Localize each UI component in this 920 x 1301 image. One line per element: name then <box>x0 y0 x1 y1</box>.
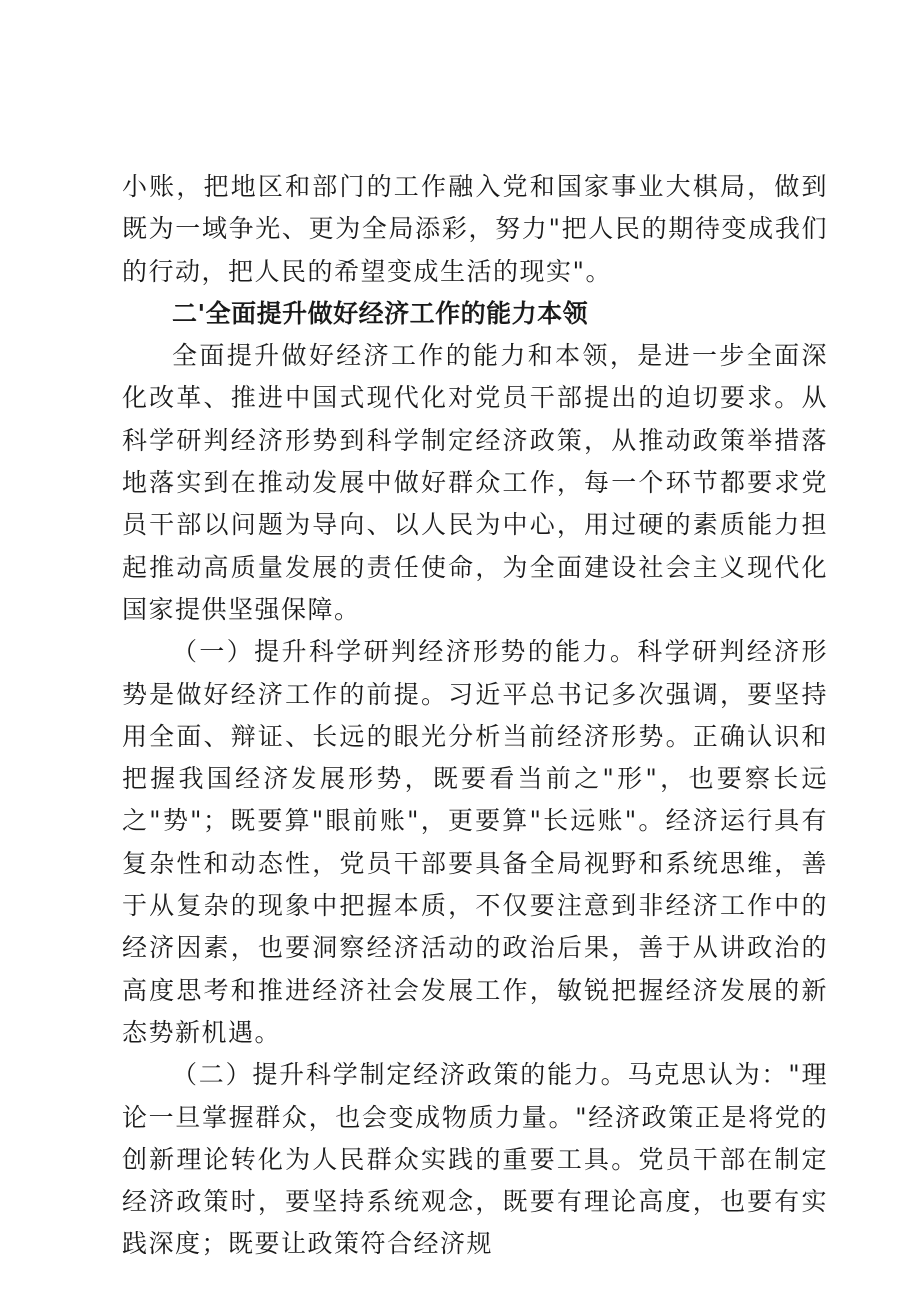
paragraph-point-two: （二）提升科学制定经济政策的能力。马克思认为："理论一旦掌握群众，也会变成物质力量。"经济政策正是将党的创新理论转化为人民群众实践的重要工具。党员干部在制定经济政策时，要坚持系统观念，既要有理论高度，也要有实践深度；既要让政策符合经济规 <box>122 1060 828 1259</box>
paragraph-continuation: 小账，把地区和部门的工作融入党和国家事业大棋局，做到既为一域争光、更为全局添彩，努力"把人民的期待变成我们的行动，把人民的希望变成生活的现实"。 <box>122 172 828 286</box>
paragraph-intro: 全面提升做好经济工作的能力和本领，是进一步全面深化改革、推进中国式现代化对党员干部提出的迫切要求。从科学研判经济形势到科学制定经济政策，从推动政策举措落地落实到在推动发展中做好群众工作，每一个环节都要求党员干部以问题为导向、以人民为中心，用过硬的素质能力担起推动高质量发展的责任使命，为全面建设社会主义现代化国家提供坚强保障。 <box>122 341 828 624</box>
document-body <box>122 166 828 1266</box>
section-heading: 二'全面提升做好经济工作的能力本领 <box>172 298 589 328</box>
paragraph-point-one: （一）提升科学研判经济形势的能力。科学研判经济形势是做好经济工作的前提。习近平总书记多次强调，要坚持用全面、辩证、长远的眼光分析当前经济形势。正确认识和把握我国经济发展形势，既要看当前之"形"，也要察长远之"势"；既要算"眼前账"，更要算"长远账"。经济运行具有复杂性和动态性，党员干部要具备全局视野和系统思维，善于从复杂的现象中把握本质，不仅要注意到非经济工作中的经济因素，也要洞察经济活动的政治后果，善于从讲政治的高度思考和推进经济社会发展工作，敏锐把握经济发展的新态势新机遇。 <box>122 637 828 1047</box>
